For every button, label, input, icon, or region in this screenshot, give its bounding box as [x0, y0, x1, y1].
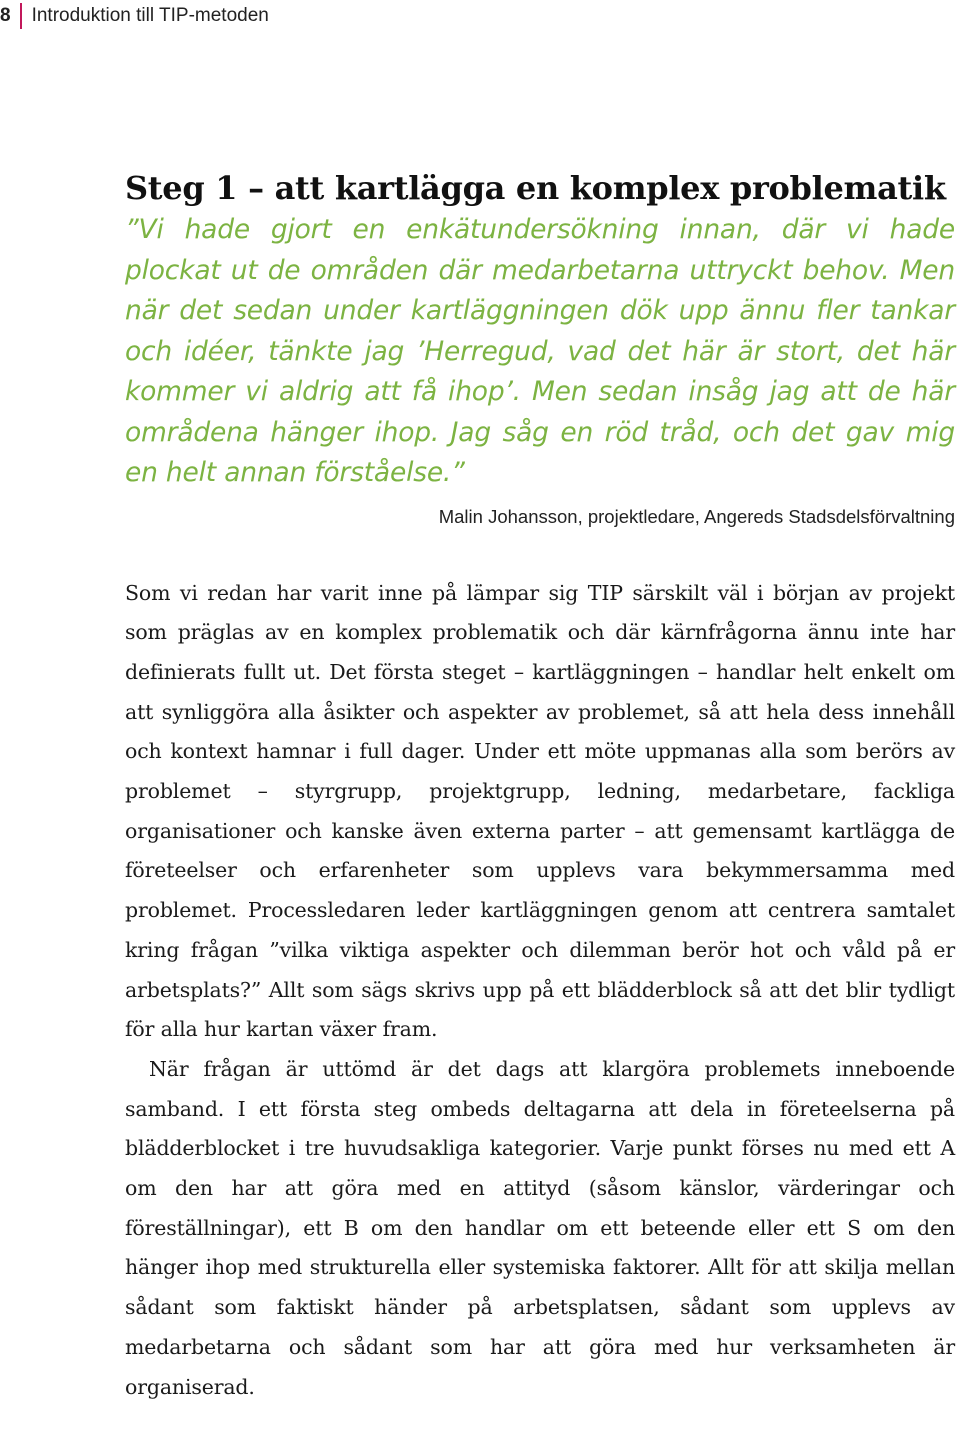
body-paragraph: När frågan är uttömd är det dags att klargöra problemets inneboende samband. I ett första steg ombeds deltagarna att dela in företeelserna på blädderblocket i tre huvudsakliga kategorier. Varje punkt förses nu med ett A om den har att göra med en attityd (såsom känslor, värderingar och föreställningar), ett B om den handlar om ett beteende eller ett S om den hänger ihop med strukturella eller systemiska faktorer. Allt för att skilja mellan sådant som faktiskt händer på arbetsplatsen, sådant som upplevs av medarbetarna och sådant som har att göra med hur verksamheten är organiserad.: [125, 1056, 955, 1399]
page-number: 8: [0, 5, 11, 26]
section-heading: Steg 1 – att kartlägga en komplex problematik: [125, 169, 946, 207]
running-title: Introduktion till TIP-metoden: [31, 5, 269, 26]
page-content: [125, 168, 955, 1407]
pull-quote: ”Vi hade gjort en enkätundersökning innan, där vi hade plockat ut de områden där medarbetarna uttryckt behov. Men när det sedan under kartläggningen dök upp ännu fler tankar och idéer, tänkte jag ’Herregud, vad det här är stort, det här kommer vi aldrig att få ihop’. Men sedan insåg jag att de här områdena hänger ihop. Jag såg en röd tråd, och det gav mig en helt annan förståelse.”: [125, 214, 955, 488]
quote-attribution: Malin Johansson, projektledare, Angereds Stadsdelsförvaltning: [438, 505, 955, 527]
page-header: [0, 2, 269, 30]
body-paragraph: Som vi redan har varit inne på lämpar sig TIP särskilt väl i början av projekt som präglas av en komplex problematik och där kärnfrågorna ännu inte har definierats fullt ut. Det första steget – kartläggningen – handlar helt enkelt om att synliggöra alla åsikter och aspekter av problemet, så att hela dess innehåll och kontext hamnar i full dager. Under ett möte uppmanas alla som berörs av problemet – styrgrupp, projektgrupp, ledning, medarbetare, fackliga organisationer och kanske även externa parter – att gemensamt kartlägga de företeelser och erfarenheter som upplevs vara bekymmersamma med problemet. Processledaren leder kartläggningen genom att centrera samtalet kring frågan ”vilka viktiga aspekter och dilemman berör hot och våld på er arbetsplats?” Allt som sägs skrivs upp på ett blädderblock så att det blir tydligt för alla hur kartan växer fram.: [125, 580, 955, 1042]
